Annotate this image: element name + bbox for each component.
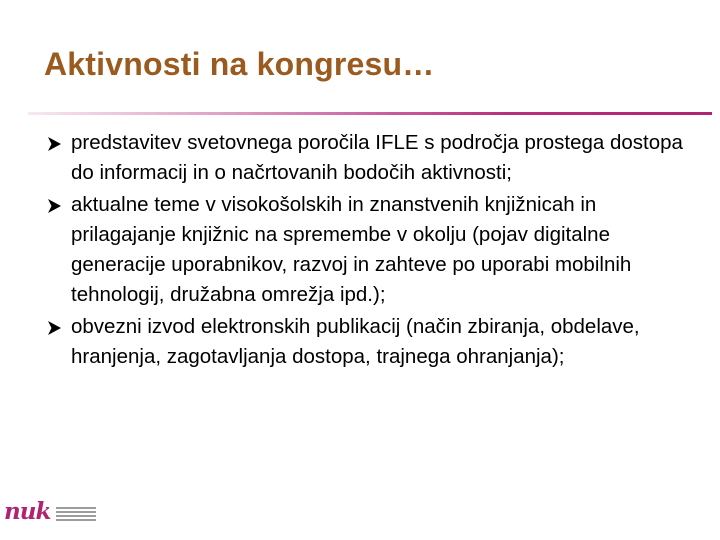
arrowhead-bullet-icon: [47, 320, 62, 336]
bullet-item: [46, 190, 686, 310]
bullet-text: predstavitev svetovnega poročila IFLE s področja prostega dostopa do informacij in o načrtovanih bodočih aktivnosti;: [71, 131, 683, 184]
bullet-list: [46, 128, 686, 374]
bullet-item: [46, 312, 686, 372]
bullet-item: [46, 128, 686, 188]
logo-mark: nuk: [4, 498, 51, 525]
logo-wordmark: [56, 507, 96, 521]
arrowhead-bullet-icon: [47, 198, 62, 214]
bullet-text: aktualne teme v visokošolskih in znanstvenih knjižnicah in prilagajanje knjižnic na spremembe v okolju (pojav digitalne generacije uporabnikov, razvoj in zahteve po uporabi mobilnih tehnologij, družabna omrežja ipd.);: [71, 193, 632, 306]
arrowhead-bullet-icon: [47, 136, 62, 152]
slide-title: Aktivnosti na kongresu…: [44, 46, 435, 82]
nuk-logo: [2, 496, 98, 536]
bullet-text: obvezni izvod elektronskih publikacij (način zbiranja, obdelave, hranjenja, zagotavljanja dostopa, trajnega ohranjanja);: [71, 315, 640, 368]
title-divider: [28, 112, 712, 115]
